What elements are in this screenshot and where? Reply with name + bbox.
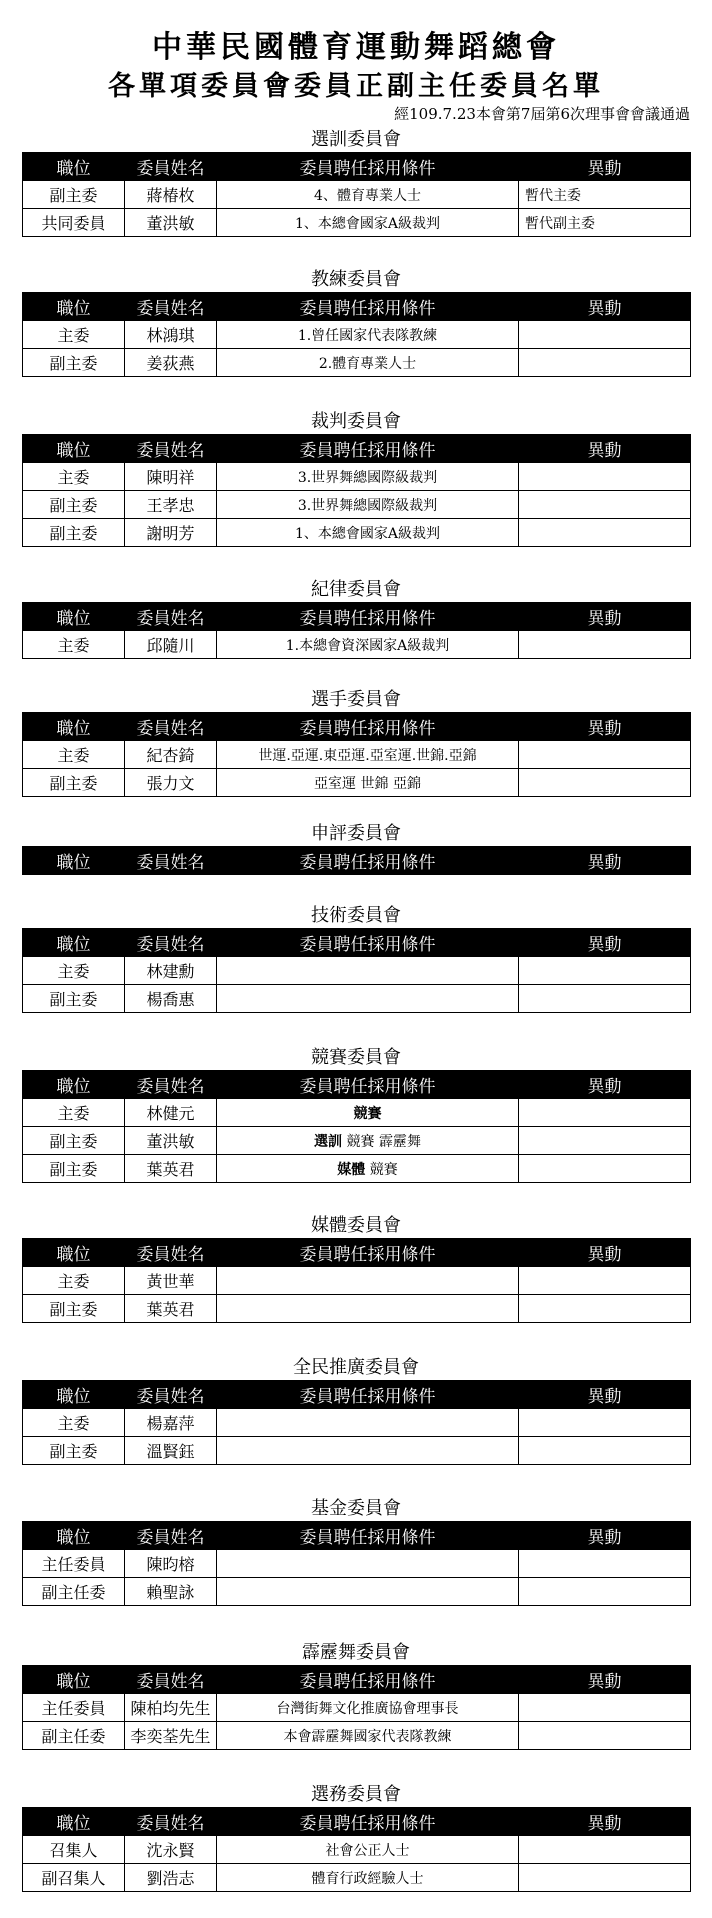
cell-member-name: 林建勳 xyxy=(125,957,217,985)
cell-conditions xyxy=(217,1836,519,1864)
column-header-change: 異動 xyxy=(519,1522,691,1550)
column-header-conditions: 委員聘任採用條件 xyxy=(217,293,519,321)
committee-table xyxy=(22,152,691,237)
table-row xyxy=(23,1267,691,1295)
condition-text: 體育行政經驗人士 xyxy=(311,1870,424,1887)
column-header-change: 異動 xyxy=(519,153,691,181)
condition-text: 2.體育專業人士 xyxy=(318,355,417,372)
cell-position: 副主委 xyxy=(23,181,125,209)
table-row xyxy=(23,957,691,985)
committee-table xyxy=(22,1807,691,1892)
table-header-row xyxy=(23,603,691,631)
condition-text: 1.本總會資深國家A級裁判 xyxy=(285,637,450,654)
column-header-position: 職位 xyxy=(23,1666,125,1694)
table-header-row xyxy=(23,435,691,463)
cell-conditions xyxy=(217,769,519,797)
cell-position: 副主委 xyxy=(23,985,125,1013)
cell-change xyxy=(519,957,691,985)
cell-conditions xyxy=(217,181,519,209)
cell-position: 副主委 xyxy=(23,1155,125,1183)
cell-position: 主委 xyxy=(23,741,125,769)
condition-text: 4、體育專業人士 xyxy=(314,187,421,204)
table-row xyxy=(23,1578,691,1606)
cell-member-name: 林鴻琪 xyxy=(125,321,217,349)
column-header-position: 職位 xyxy=(23,1808,125,1836)
condition-text: 1.曾任國家代表隊教練 xyxy=(297,327,438,344)
table-row xyxy=(23,1295,691,1323)
column-header-change: 異動 xyxy=(519,713,691,741)
cell-change xyxy=(519,349,691,377)
table-row xyxy=(23,209,691,237)
cell-position: 副主委 xyxy=(23,349,125,377)
table-header-row xyxy=(23,153,691,181)
table-row xyxy=(23,741,691,769)
column-header-conditions: 委員聘任採用條件 xyxy=(217,1808,519,1836)
condition-text: 本會霹靂舞國家代表隊教練 xyxy=(283,1728,452,1745)
cell-change xyxy=(519,1864,691,1892)
column-header-conditions: 委員聘任採用條件 xyxy=(217,1381,519,1409)
column-header-name: 委員姓名 xyxy=(125,1239,217,1267)
cell-member-name: 王孝忠 xyxy=(125,491,217,519)
column-header-position: 職位 xyxy=(23,847,125,875)
column-header-name: 委員姓名 xyxy=(125,929,217,957)
cell-conditions xyxy=(217,1722,519,1750)
cell-change xyxy=(519,321,691,349)
committee-section xyxy=(22,1214,690,1323)
committee-section xyxy=(22,410,690,547)
table-row xyxy=(23,519,691,547)
table-row xyxy=(23,1836,691,1864)
committee-section xyxy=(22,822,690,875)
committee-title: 教練委員會 xyxy=(311,269,401,290)
cell-conditions xyxy=(217,1694,519,1722)
column-header-position: 職位 xyxy=(23,293,125,321)
cell-conditions xyxy=(217,1295,519,1323)
table-header-row xyxy=(23,713,691,741)
table-row xyxy=(23,1099,691,1127)
column-header-change: 異動 xyxy=(519,435,691,463)
table-header-row xyxy=(23,1381,691,1409)
committee-title: 裁判委員會 xyxy=(311,411,401,432)
column-header-conditions: 委員聘任採用條件 xyxy=(217,847,519,875)
cell-change xyxy=(519,463,691,491)
column-header-position: 職位 xyxy=(23,713,125,741)
cell-conditions xyxy=(217,985,519,1013)
cell-conditions xyxy=(217,463,519,491)
cell-change xyxy=(519,985,691,1013)
cell-change xyxy=(519,631,691,659)
cell-position: 副主任委 xyxy=(23,1578,125,1606)
cell-member-name: 董洪敏 xyxy=(125,209,217,237)
cell-member-name: 劉浩志 xyxy=(125,1864,217,1892)
column-header-position: 職位 xyxy=(23,435,125,463)
cell-member-name: 陳明祥 xyxy=(125,463,217,491)
condition-text: 媒體 xyxy=(337,1161,366,1178)
cell-position: 主任委員 xyxy=(23,1694,125,1722)
cell-member-name: 謝明芳 xyxy=(125,519,217,547)
column-header-name: 委員姓名 xyxy=(125,1522,217,1550)
column-header-change: 異動 xyxy=(519,929,691,957)
cell-change: 暫代副主委 xyxy=(519,209,691,237)
table-header-row xyxy=(23,847,691,875)
condition-text: 1、本總會國家A級裁判 xyxy=(294,525,441,542)
column-header-name: 委員姓名 xyxy=(125,1381,217,1409)
cell-change xyxy=(519,1694,691,1722)
column-header-name: 委員姓名 xyxy=(125,1666,217,1694)
table-header-row xyxy=(23,1666,691,1694)
column-header-change: 異動 xyxy=(519,1808,691,1836)
cell-member-name: 葉英君 xyxy=(125,1155,217,1183)
committee-table xyxy=(22,846,691,875)
table-row xyxy=(23,349,691,377)
cell-conditions xyxy=(217,491,519,519)
column-header-conditions: 委員聘任採用條件 xyxy=(217,929,519,957)
cell-position: 主委 xyxy=(23,1267,125,1295)
cell-member-name: 董洪敏 xyxy=(125,1127,217,1155)
condition-text: 3.世界舞總國際級裁判 xyxy=(297,469,438,486)
cell-position: 副主任委 xyxy=(23,1722,125,1750)
cell-conditions xyxy=(217,209,519,237)
committee-table xyxy=(22,1238,691,1323)
committee-table xyxy=(22,602,691,659)
cell-change xyxy=(519,1127,691,1155)
cell-position: 主委 xyxy=(23,1409,125,1437)
cell-conditions xyxy=(217,1864,519,1892)
committee-table xyxy=(22,1665,691,1750)
column-header-change: 異動 xyxy=(519,1239,691,1267)
cell-conditions xyxy=(217,1578,519,1606)
cell-conditions xyxy=(217,1409,519,1437)
cell-position: 主任委員 xyxy=(23,1550,125,1578)
table-row xyxy=(23,1864,691,1892)
committee-title: 競賽委員會 xyxy=(311,1047,401,1068)
column-header-conditions: 委員聘任採用條件 xyxy=(217,603,519,631)
cell-conditions xyxy=(217,1155,519,1183)
table-row xyxy=(23,1437,691,1465)
committee-table xyxy=(22,292,691,377)
condition-text: 台灣街舞文化推廣協會理事長 xyxy=(276,1700,459,1717)
table-row xyxy=(23,1155,691,1183)
cell-position: 副主委 xyxy=(23,1437,125,1465)
column-header-name: 委員姓名 xyxy=(125,847,217,875)
cell-member-name: 陳昀榕 xyxy=(125,1550,217,1578)
cell-conditions xyxy=(217,519,519,547)
column-header-change: 異動 xyxy=(519,1666,691,1694)
condition-text: 競賽 xyxy=(353,1105,382,1122)
page-title: 中華民國體育運動舞蹈總會 xyxy=(152,30,560,65)
cell-position: 副主委 xyxy=(23,519,125,547)
committee-section xyxy=(22,1046,690,1183)
column-header-position: 職位 xyxy=(23,1522,125,1550)
table-header-row xyxy=(23,929,691,957)
cell-member-name: 沈永賢 xyxy=(125,1836,217,1864)
column-header-conditions: 委員聘任採用條件 xyxy=(217,1071,519,1099)
column-header-position: 職位 xyxy=(23,1071,125,1099)
table-row xyxy=(23,985,691,1013)
cell-change xyxy=(519,1578,691,1606)
cell-position: 主委 xyxy=(23,957,125,985)
cell-conditions xyxy=(217,349,519,377)
column-header-change: 異動 xyxy=(519,293,691,321)
cell-change xyxy=(519,1267,691,1295)
table-row xyxy=(23,491,691,519)
table-header-row xyxy=(23,293,691,321)
committee-table xyxy=(22,1380,691,1465)
committee-title: 選務委員會 xyxy=(311,1784,401,1805)
page-subtitle: 各單項委員會委員正副主任委員名單 xyxy=(108,71,604,102)
column-header-change: 異動 xyxy=(519,1071,691,1099)
cell-member-name: 李奕荃先生 xyxy=(125,1722,217,1750)
cell-member-name: 姜荻燕 xyxy=(125,349,217,377)
cell-conditions xyxy=(217,1550,519,1578)
committee-section xyxy=(22,1356,690,1465)
table-header-row xyxy=(23,1808,691,1836)
condition-text: 競賽 霹靂舞 xyxy=(342,1133,421,1150)
column-header-name: 委員姓名 xyxy=(125,603,217,631)
cell-position: 副主委 xyxy=(23,1127,125,1155)
cell-conditions xyxy=(217,631,519,659)
cell-position: 主委 xyxy=(23,463,125,491)
table-row xyxy=(23,463,691,491)
committee-title: 申評委員會 xyxy=(311,823,401,844)
committee-section xyxy=(22,1641,690,1750)
cell-change xyxy=(519,1155,691,1183)
column-header-change: 異動 xyxy=(519,1381,691,1409)
column-header-conditions: 委員聘任採用條件 xyxy=(217,1522,519,1550)
condition-text: 3.世界舞總國際級裁判 xyxy=(297,497,438,514)
column-header-position: 職位 xyxy=(23,603,125,631)
cell-conditions xyxy=(217,1127,519,1155)
committee-table xyxy=(22,928,691,1013)
cell-member-name: 賴聖詠 xyxy=(125,1578,217,1606)
table-row xyxy=(23,321,691,349)
column-header-name: 委員姓名 xyxy=(125,1808,217,1836)
column-header-position: 職位 xyxy=(23,929,125,957)
cell-change xyxy=(519,741,691,769)
column-header-position: 職位 xyxy=(23,1239,125,1267)
cell-member-name: 楊嘉萍 xyxy=(125,1409,217,1437)
column-header-name: 委員姓名 xyxy=(125,153,217,181)
cell-change xyxy=(519,1409,691,1437)
cell-conditions xyxy=(217,957,519,985)
committee-section xyxy=(22,578,690,659)
cell-member-name: 溫賢鈺 xyxy=(125,1437,217,1465)
cell-member-name: 陳柏均先生 xyxy=(125,1694,217,1722)
column-header-name: 委員姓名 xyxy=(125,435,217,463)
cell-change xyxy=(519,519,691,547)
committee-section xyxy=(22,688,690,797)
condition-text: 社會公正人士 xyxy=(325,1842,410,1859)
column-header-name: 委員姓名 xyxy=(125,293,217,321)
cell-change xyxy=(519,769,691,797)
table-header-row xyxy=(23,1071,691,1099)
column-header-conditions: 委員聘任採用條件 xyxy=(217,1666,519,1694)
table-row xyxy=(23,769,691,797)
cell-change xyxy=(519,1437,691,1465)
cell-conditions xyxy=(217,1267,519,1295)
table-header-row xyxy=(23,1522,691,1550)
table-row xyxy=(23,1694,691,1722)
committee-section xyxy=(22,1783,690,1892)
cell-member-name: 楊喬惠 xyxy=(125,985,217,1013)
table-row xyxy=(23,1409,691,1437)
cell-conditions xyxy=(217,741,519,769)
cell-change xyxy=(519,1722,691,1750)
cell-member-name: 紀杏錡 xyxy=(125,741,217,769)
column-header-conditions: 委員聘任採用條件 xyxy=(217,435,519,463)
cell-position: 主委 xyxy=(23,631,125,659)
cell-position: 副主委 xyxy=(23,1295,125,1323)
approval-note: 經109.7.23本會第7屆第6次理事會會議通過 xyxy=(394,105,690,123)
condition-text: 亞室運 世錦 亞錦 xyxy=(314,775,421,792)
table-row xyxy=(23,1722,691,1750)
committee-title: 選手委員會 xyxy=(311,689,401,710)
column-header-conditions: 委員聘任採用條件 xyxy=(217,713,519,741)
column-header-position: 職位 xyxy=(23,1381,125,1409)
column-header-change: 異動 xyxy=(519,603,691,631)
committee-table xyxy=(22,712,691,797)
cell-position: 主委 xyxy=(23,321,125,349)
cell-change xyxy=(519,1550,691,1578)
cell-position: 副召集人 xyxy=(23,1864,125,1892)
cell-member-name: 黃世華 xyxy=(125,1267,217,1295)
condition-text: 世運.亞運.東亞運.亞室運.世錦.亞錦 xyxy=(258,747,477,764)
cell-position: 召集人 xyxy=(23,1836,125,1864)
cell-conditions xyxy=(217,1437,519,1465)
column-header-position: 職位 xyxy=(23,153,125,181)
cell-change xyxy=(519,1295,691,1323)
cell-conditions xyxy=(217,321,519,349)
committee-title: 技術委員會 xyxy=(311,905,401,926)
cell-conditions xyxy=(217,1099,519,1127)
table-row xyxy=(23,1550,691,1578)
committee-section xyxy=(22,904,690,1013)
committee-title: 基金委員會 xyxy=(311,1498,401,1519)
cell-member-name: 葉英君 xyxy=(125,1295,217,1323)
table-row xyxy=(23,181,691,209)
cell-position: 副主委 xyxy=(23,491,125,519)
committee-title: 紀律委員會 xyxy=(311,579,401,600)
cell-position: 副主委 xyxy=(23,769,125,797)
cell-member-name: 邱隨川 xyxy=(125,631,217,659)
cell-change xyxy=(519,491,691,519)
column-header-name: 委員姓名 xyxy=(125,1071,217,1099)
committee-table xyxy=(22,1070,691,1183)
committee-title: 全民推廣委員會 xyxy=(293,1357,419,1378)
column-header-name: 委員姓名 xyxy=(125,713,217,741)
cell-member-name: 蔣椿枚 xyxy=(125,181,217,209)
table-row xyxy=(23,631,691,659)
committee-title: 選訓委員會 xyxy=(311,129,401,150)
cell-change: 暫代主委 xyxy=(519,181,691,209)
table-header-row xyxy=(23,1239,691,1267)
cell-member-name: 張力文 xyxy=(125,769,217,797)
committee-title: 媒體委員會 xyxy=(311,1215,401,1236)
column-header-change: 異動 xyxy=(519,847,691,875)
cell-position: 共同委員 xyxy=(23,209,125,237)
committee-title: 霹靂舞委員會 xyxy=(302,1642,410,1663)
cell-change xyxy=(519,1099,691,1127)
committee-section xyxy=(22,1497,690,1606)
condition-text: 選訓 xyxy=(314,1133,343,1150)
table-row xyxy=(23,1127,691,1155)
cell-change xyxy=(519,1836,691,1864)
condition-text: 競賽 xyxy=(365,1161,398,1178)
condition-text: 1、本總會國家A級裁判 xyxy=(294,215,441,232)
committee-table xyxy=(22,1521,691,1606)
column-header-conditions: 委員聘任採用條件 xyxy=(217,1239,519,1267)
committee-section xyxy=(22,268,690,377)
cell-member-name: 林健元 xyxy=(125,1099,217,1127)
committee-section xyxy=(22,128,690,237)
cell-position: 主委 xyxy=(23,1099,125,1127)
column-header-conditions: 委員聘任採用條件 xyxy=(217,153,519,181)
committee-table xyxy=(22,434,691,547)
